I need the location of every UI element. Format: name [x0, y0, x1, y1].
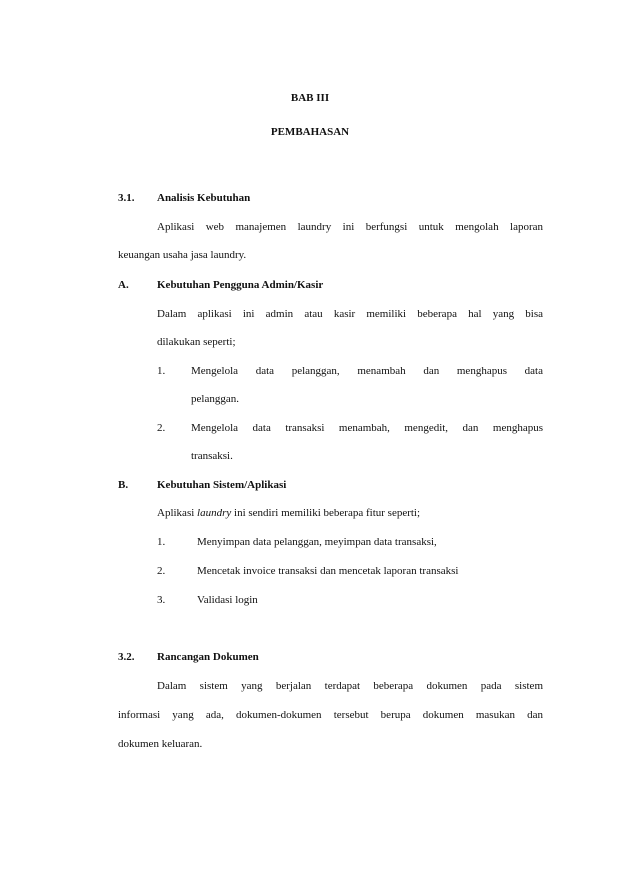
section-3-1-title: Analisis Kebutuhan	[157, 192, 251, 204]
list-item-line1: Mengelola data transaksi menambah, mengedit, dan menghapus	[191, 422, 543, 434]
section-3-2-title: Rancangan Dokumen	[157, 651, 259, 663]
section-3-2-number: 3.2.	[118, 651, 135, 663]
subsection-a-letter: A.	[118, 279, 129, 291]
list-item-number: 2.	[157, 422, 166, 434]
section-3-2-line2: informasi yang ada, dokumen-dokumen tersebut berupa dokumen masukan dan	[118, 709, 543, 721]
chapter-label: BAB III	[290, 92, 330, 104]
section-3-1-paragraph-line1: Aplikasi web manajemen laundry ini berfungsi untuk mengolah laporan	[157, 221, 543, 233]
subsection-b-title: Kebutuhan Sistem/Aplikasi	[157, 479, 287, 491]
subsection-a-intro-line1: Dalam aplikasi ini admin atau kasir memiliki beberapa hal yang bisa	[157, 308, 543, 320]
section-3-2-line3: dokumen keluaran.	[118, 738, 203, 750]
italic-term: laundry	[197, 507, 232, 519]
list-item-text: Mencetak invoice transaksi dan mencetak laporan transaksi	[197, 565, 459, 577]
list-item-number: 2.	[157, 565, 166, 577]
section-3-1-number: 3.1.	[118, 192, 135, 204]
section-3-1-paragraph-line2: keuangan usaha jasa laundry.	[118, 249, 247, 261]
subsection-a-title: Kebutuhan Pengguna Admin/Kasir	[157, 279, 324, 291]
list-item-number: 1.	[157, 536, 166, 548]
list-item-number: 1.	[157, 365, 166, 377]
subsection-a-intro-line2: dilakukan seperti;	[157, 336, 236, 348]
list-item-line2: pelanggan.	[191, 393, 239, 405]
list-item-text: Validasi login	[197, 594, 258, 606]
subsection-b-intro: Aplikasi laundry ini sendiri memiliki beberapa fitur seperti;	[157, 507, 421, 519]
list-item-text: Menyimpan data pelanggan, meyimpan data transaksi,	[197, 536, 437, 548]
list-item-number: 3.	[157, 594, 166, 606]
chapter-title: PEMBAHASAN	[270, 126, 350, 138]
section-3-2-line1: Dalam sistem yang berjalan terdapat beberapa dokumen pada sistem	[157, 680, 543, 692]
list-item-line1: Mengelola data pelanggan, menambah dan menghapus data	[191, 365, 543, 377]
subsection-b-letter: B.	[118, 479, 129, 491]
list-item-line2: transaksi.	[191, 450, 233, 462]
